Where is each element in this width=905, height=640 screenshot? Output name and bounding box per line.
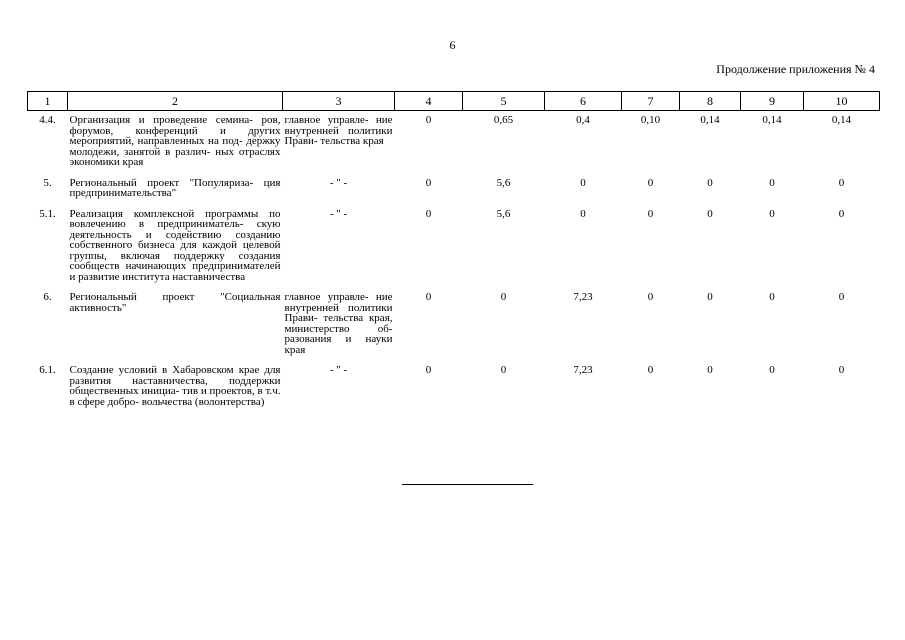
table-row bbox=[28, 288, 880, 361]
table-header-row bbox=[28, 92, 880, 111]
value-cell: 5,6 bbox=[496, 176, 511, 189]
value-cell: 7,23 bbox=[573, 364, 593, 376]
column-header: 8 bbox=[680, 92, 741, 111]
value-cell: 0 bbox=[647, 291, 654, 303]
activity-name: Региональный проект "Популяриза- ция предпринимательства" bbox=[69, 176, 281, 199]
value-cell: 0,4 bbox=[576, 114, 590, 126]
column-header: 7 bbox=[622, 92, 680, 111]
responsible-executor: - " - bbox=[329, 207, 348, 220]
row-number: 4.4. bbox=[39, 114, 56, 126]
value-cell: 0 bbox=[500, 291, 507, 303]
table-row bbox=[28, 361, 880, 413]
value-cell: 0,14 bbox=[700, 114, 720, 126]
column-header: 9 bbox=[741, 92, 804, 111]
row-number: 6.1. bbox=[39, 364, 56, 376]
value-cell: 0,10 bbox=[640, 114, 661, 126]
value-cell: 0 bbox=[838, 207, 845, 220]
value-cell: 0 bbox=[707, 176, 713, 189]
row-number: 5. bbox=[43, 176, 52, 189]
end-of-document-rule bbox=[402, 484, 533, 485]
row-number: 5.1. bbox=[39, 207, 56, 220]
appendix-table bbox=[27, 91, 880, 413]
value-cell: 0 bbox=[647, 364, 654, 376]
value-cell: 0 bbox=[707, 207, 713, 220]
table-row bbox=[28, 174, 880, 205]
responsible-executor: главное управле- ние внутренней политики Прави- тельства края, министерство об- разования и науки края bbox=[284, 291, 393, 356]
responsible-executor: - " - bbox=[329, 176, 348, 189]
activity-name: Реализация комплексной программы по вовлечению в предприниматель- скую деятельность и содействию созданию собственного бизнеса для каждой целевой группы, включая поддержку создания сообществ начинающих предпринимателей и развитие института наставничества bbox=[69, 207, 281, 283]
responsible-executor: главное управле- ние внутренней политики Прави- тельства края bbox=[284, 114, 393, 147]
value-cell: 0 bbox=[838, 364, 845, 376]
value-cell: 0 bbox=[425, 364, 432, 376]
page-number: 6 bbox=[449, 38, 456, 52]
value-cell: 0 bbox=[707, 364, 713, 376]
value-cell: 0,14 bbox=[831, 114, 852, 126]
value-cell: 0 bbox=[769, 291, 775, 303]
value-cell: 0 bbox=[425, 207, 432, 220]
column-header: 1 bbox=[28, 92, 68, 111]
value-cell: 0 bbox=[425, 114, 432, 126]
value-cell: 0 bbox=[769, 176, 775, 189]
column-header: 5 bbox=[463, 92, 545, 111]
value-cell: 0 bbox=[769, 207, 775, 220]
value-cell: 0 bbox=[580, 176, 586, 189]
table-row bbox=[28, 205, 880, 289]
value-cell: 0 bbox=[425, 291, 432, 303]
activity-name: Региональный проект "Социальная активность" bbox=[69, 291, 281, 314]
row-number: 6. bbox=[43, 291, 52, 303]
value-cell: 0 bbox=[580, 207, 586, 220]
value-cell: 0,65 bbox=[493, 114, 514, 126]
value-cell: 0 bbox=[707, 291, 713, 303]
table-row bbox=[28, 111, 880, 174]
value-cell: 0 bbox=[769, 364, 775, 376]
column-header: 6 bbox=[545, 92, 622, 111]
column-header: 2 bbox=[68, 92, 283, 111]
value-cell: 0 bbox=[425, 176, 432, 189]
value-cell: 0,14 bbox=[762, 114, 782, 126]
activity-name: Создание условий в Хабаровском крае для развития наставничества, поддержки общественных инициа- тив и проектов, в т.ч. в сфере добро- вольчества (волонтерства) bbox=[69, 364, 281, 408]
value-cell: 0 bbox=[838, 176, 845, 189]
column-header: 10 bbox=[804, 92, 880, 111]
value-cell: 7,23 bbox=[573, 291, 593, 303]
value-cell: 0 bbox=[500, 364, 507, 376]
activity-name: Организация и проведение семина- ров, форумов, конференций и других мероприятий, направленных на под- держку молодежи, занятой в различ- ных отраслях экономики края bbox=[69, 114, 281, 168]
appendix-continuation-label: Продолжение приложения № 4 bbox=[716, 62, 875, 76]
column-header: 3 bbox=[283, 92, 395, 111]
value-cell: 5,6 bbox=[496, 207, 511, 220]
value-cell: 0 bbox=[647, 176, 654, 189]
responsible-executor: - " - bbox=[329, 364, 348, 376]
column-header: 4 bbox=[395, 92, 463, 111]
value-cell: 0 bbox=[647, 207, 654, 220]
value-cell: 0 bbox=[838, 291, 845, 303]
